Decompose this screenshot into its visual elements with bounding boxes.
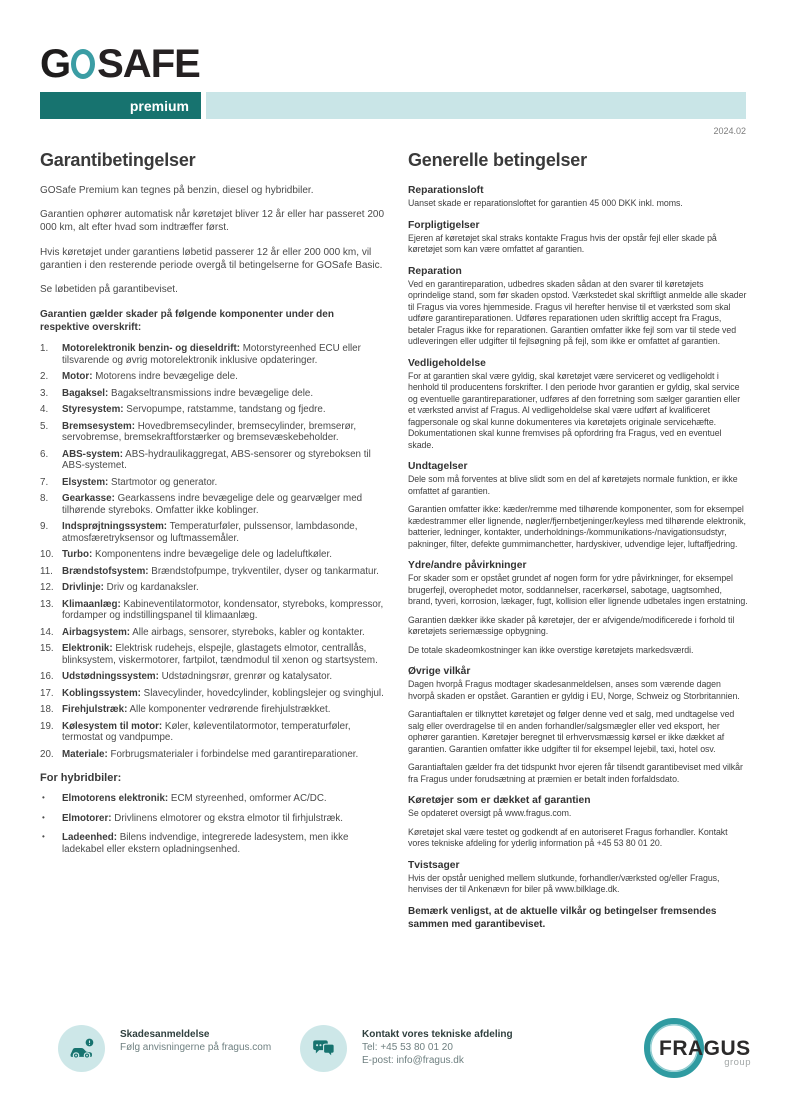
contact-phone: Tel: +45 53 80 01 20 [362,1042,453,1053]
page-title-right: Generelle betingelser [408,150,587,170]
item-text [62,477,217,489]
item-desc: Servopumpe, ratstamme, tandstang og fjedre. [126,404,326,416]
item-text [62,599,386,622]
item-desc: Køler, køleventilatormotor, temperaturføler, termostat og vandpumpe. [62,720,351,744]
item-term: Brændstofsystem: [62,565,149,577]
terms-section [408,219,748,256]
gosafe-logo [40,44,200,84]
item-term: Motorelektronik benzin- og dieseldrift: [62,343,240,355]
section-paragraphs [408,679,748,785]
item-desc: Slavecylinder, hovedcylinder, koblingslejer og svinghjul. [143,687,384,699]
item-term: Drivlinje: [62,582,104,594]
section-paragraph: Se opdateret oversigt på www.fragus.com. [408,808,572,818]
item-text [62,627,365,639]
section-paragraph: Garantien omfatter ikke: kæder/remme med tilhørende komponenter, som for eksempel kædestrammer eller lignende, nøgler/fjernbetjeninger/keyless med tilhørende elektronik, batterier, ledninger, kontakter, underholdnings-/kommunikations-/navigationsudstyr, pakninger, filter, defekte gummimanchetter, hardyskiver, udvendige lejer, luftaffjedring. [408,504,746,549]
item-number: 2. [40,371,49,383]
document-date: 2024.02 [713,126,746,136]
section-heading: Ydre/andre påvirkninger [408,560,527,571]
component-list-item [40,704,386,716]
hybrid-list [40,793,386,855]
component-list-intro: Garantien gælder skader på følgende komponenter under den respektive overskrift: [40,309,334,334]
section-paragraph: Ejeren af køretøjet skal straks kontakte Fragus hvis der opstår fejl eller skade på køretøjet som kan være omfattet af garantien. [408,232,717,254]
item-desc: Forbrugsmaterialer i forbindelse med garantireparationer. [110,748,359,760]
item-desc: Alle airbags, sensorer, styreboks, kabler og kontakter. [132,626,365,638]
item-text [62,813,343,825]
item-text [62,832,386,855]
item-desc: Brændstofpumpe, trykventiler, dyser og tankarmatur. [151,565,379,577]
section-heading: Tvistsager [408,859,460,871]
section-paragraph: Dele som må forventes at blive slidt som en del af køretøjets normale funktion, er ikke omfattet af garantien. [408,474,738,496]
item-term: Kølesystem til motor: [62,720,163,732]
component-list-item [40,688,386,700]
terms-section [408,265,748,348]
section-paragraph: For at garantien skal være gyldig, skal køretøjet være serviceret og vedligeholdt i henhold til producentens forskrifter. I den periode hvor garantien er gyldig, skal service og eventuelle garantireparationer, udføres af den forretning som sælger garantien eller et værksted anvist af Fragus. Al vedligeholdelse skal være udført af kvalificeret fagpersonale og skal kunne dokumenteres via køretøjets originale servicehæfte. Dokumentationen skal kunne fremvises på opfordring fra Fragus, ved en eventuel skade. [408,370,741,450]
item-term: Materiale: [62,748,108,760]
section-paragraph: Garantiaftalen gælder fra det tidspunkt hvor ejeren får tilsendt garantibeviset med vilkår fra Fragus under forudsætning at præmien er betalt inden forfaldsdato. [408,762,743,784]
item-text [62,704,330,716]
item-desc: Driv og kardanaksler. [106,582,199,594]
section-paragraphs [408,233,748,256]
item-term: Turbo: [62,549,93,561]
section-paragraph: Garantien dækker ikke skader på køretøjer, der er afvigende/modificerede i forhold til køretøjets seriemæssige opbygning. [408,614,735,636]
item-term: Indsprøjtningssystem: [62,521,168,533]
terms-section [408,184,748,210]
item-text [62,793,327,805]
item-text [62,421,386,444]
component-list-item [40,404,386,416]
section-paragraphs [408,808,748,850]
intro-paragraph: Hvis køretøjet under garantiens løbetid passerer 12 år eller 200 000 km, vil garantien i den resterende periode overgå til betingelserne for GOSafe Basic. [40,246,383,271]
hybrid-list-item [40,832,386,855]
item-term: Firehjulstræk: [62,704,128,716]
teal-ring-icon [71,49,95,79]
item-text [62,449,386,472]
intro-paragraph: Garantien ophører automatisk når køretøjet bliver 12 år eller har passeret 200 000 km, alt efter hvad som indtræffer først. [40,209,385,234]
intro-paragraph: Se løbetiden på garantibeviset. [40,284,178,296]
intro-paragraph: GOSafe Premium kan tegnes på benzin, diesel og hybridbiler. [40,185,314,196]
item-term: Elsystem: [62,476,109,488]
section-paragraph: Køretøjet skal være testet og godkendt af en autoriseret Fragus forhandler. Kontakt vores tekniske afdeling for yderlig information på +45 53 80 01 20. [408,826,728,848]
section-paragraphs [408,279,748,348]
general-terms-column [408,150,748,942]
item-term: Gearkasse: [62,493,115,505]
item-text [62,749,358,761]
item-number: 5. [40,420,49,432]
section-paragraph: Hvis der opstår uenighed mellem slutkunde, forhandler/værksted og/eller Fragus, henvises der til Ankenævn for biler på www.bilklage.dk. [408,872,720,894]
item-desc: Gearkassens indre bevægelige dele og gearvælger med tilhørende styreboks. Omfatter ikke koblinger. [62,493,363,516]
component-list-item [40,643,386,666]
hybrid-section-title: For hybridbiler: [40,772,122,785]
item-term: Motor: [62,371,93,383]
item-text [62,643,386,666]
item-text [62,371,238,383]
item-desc: Bilens indvendige, integrerede ladesystem, men ikke ladekabel eller ekstern opladningsenhed. [62,832,349,855]
item-number: 16. [40,671,54,683]
item-number: 20. [40,748,54,760]
component-list-item [40,343,386,366]
item-number: 3. [40,387,49,399]
item-text [62,549,332,561]
component-list-item [40,671,386,683]
item-text [62,671,332,683]
general-terms-sections [408,184,748,896]
item-term: Bagaksel: [62,387,109,399]
item-desc: Alle komponenter vedrørende firehjulstrækket. [129,704,331,716]
header-band [40,92,746,119]
section-heading: Reparationsloft [408,185,484,196]
item-text [62,566,379,578]
section-heading: Reparation [408,265,462,277]
component-list-item [40,749,386,761]
component-list-item [40,549,386,561]
warranty-terms-column [40,150,386,863]
chat-bubbles-icon [300,1025,347,1072]
section-paragraph: De totale skadeomkostninger kan ikke overstige køretøjets markedsværdi. [408,644,694,655]
section-heading: Undtagelser [408,461,468,472]
contact-title: Kontakt vores tekniske afdeling [362,1029,513,1040]
bullet-icon [40,813,62,825]
item-number: 17. [40,687,54,699]
bullet-icon [40,832,62,855]
footer [40,1025,751,1113]
terms-section [408,859,748,896]
fragus-wordmark: FRAGUS [659,1037,751,1060]
item-text [62,582,199,594]
section-paragraph: Ved en garantireparation, udbedres skaden sådan at den svarer til køretøjets oprindelige stand, som før skaden opstod. Værkstedet skal skriftligt anmelde alle skader til Fragus via vores hjemmeside. Fragus vil herefter henvise til et værksted som skal udføre garantireparationen. Udføres reparationen uden skriftlig accept fra Fragus, betaler Fragus ikke for reparationen. Garantien omfatter ikke fejl som var til stede ved udleveringen eller udgifter til fejlsøgning på fejl, som ikke er omfattet af garantien. [408,278,747,346]
terms-section [408,665,748,785]
section-heading: Køretøjer som er dækket af garantien [408,795,591,806]
item-text [62,343,386,366]
premium-badge: premium [40,92,201,119]
item-desc: Drivlinens elmotorer og ekstra elmotor til firhjulstræk. [114,812,343,824]
item-number: 8. [40,493,49,505]
component-list-item [40,493,386,516]
item-desc: Startmotor og generator. [111,476,218,488]
contact-email: E-post: info@fragus.dk [362,1055,464,1066]
section-paragraphs [408,198,748,210]
component-list [40,343,386,760]
final-note: Bemærk venligst, at de aktuelle vilkår og betingelser fremsendes sammen med garantibeviset. [408,905,717,930]
terms-section [408,460,748,550]
component-list-item [40,449,386,472]
bullet-icon [40,793,62,805]
logo-letter-g: G [40,42,71,86]
item-number: 15. [40,643,54,655]
section-paragraphs [408,371,748,452]
fragus-group-label: group [724,1057,751,1068]
component-list-item [40,721,386,744]
component-list-item [40,566,386,578]
item-text [62,721,386,744]
item-number: 6. [40,448,49,460]
item-number: 4. [40,404,49,416]
item-term: Airbagsystem: [62,626,131,638]
section-heading: Forpligtigelser [408,219,480,231]
item-desc: Komponentens indre bevægelige dele og ladeluftkøler. [95,549,332,561]
item-desc: Motorstyreenhed ECU eller tilsvarende og øvrig motorelektronik inklusive opdateringer. [62,343,361,366]
section-paragraphs [408,474,748,550]
item-number: 1. [40,343,49,355]
section-heading: Vedligeholdelse [408,357,486,369]
item-desc: Bagakseltransmissions indre bevægelige dele. [111,387,314,399]
section-paragraph: Uanset skade er reparationsloftet for garantien 45 000 DKK inkl. moms. [408,198,683,208]
item-term: Udstødningssystem: [62,671,159,683]
item-term: Klimaanlæg: [62,598,121,610]
claims-title: Skadesanmeldelse [120,1029,210,1040]
component-list-item [40,521,386,544]
item-desc: Motorens indre bevægelige dele. [95,371,238,383]
technical-contact-block [300,1025,513,1072]
section-paragraphs [408,873,748,896]
item-number: 13. [40,598,54,610]
item-term: Elmotorens elektronik: [62,793,169,805]
item-text [62,404,326,416]
item-term: Elmotorer: [62,812,112,824]
component-list-item [40,582,386,594]
component-list-item [40,388,386,400]
component-list-item [40,421,386,444]
component-list-item [40,477,386,489]
item-text [62,388,313,400]
section-paragraph: For skader som er opstået grundet af nogen form for ydre påvirkninger, for eksempel brugerfejl, overophedet motor, soddannelser, racerkørsel, sabotage, uagtsomhed, brand, tyveri, korrosion, lækager, fugt, kollision eller lignende udbetales ingen erstatning. [408,573,748,606]
component-list-item [40,599,386,622]
section-paragraph: Dagen hvorpå Fragus modtager skadesanmeldelsen, anses som værende dagen hvorpå skaden er opstået. Garantien er gyldig i EU, Norge, Schweiz og Storbritannien. [408,679,740,701]
item-number: 19. [40,720,54,732]
section-heading: Øvrige vilkår [408,666,471,677]
item-term: Styresystem: [62,404,124,416]
item-desc: Udstødningsrør, grenrør og katalysator. [161,671,333,683]
claims-contact-block [58,1025,271,1072]
hybrid-list-item [40,793,386,805]
terms-section [408,559,748,656]
page-title-left: Garantibetingelser [40,150,196,170]
item-number: 11. [40,565,53,577]
item-term: Bremsesystem: [62,420,135,432]
terms-section [408,794,748,850]
item-term: Ladeenhed: [62,832,117,844]
item-desc: ECM styreenhed, omformer AC/DC. [170,793,327,805]
item-desc: Hovedbremsecylinder, bremsecylinder, bremserør, servobremse, bremsekraftforstærker og bremsevæskebeholder. [62,420,357,444]
contact-text [362,1025,513,1072]
terms-section [408,357,748,452]
item-number: 18. [40,704,54,716]
claims-instruction: Følg anvisningerne på fragus.com [120,1042,272,1053]
logo-word-safe: SAFE [97,42,200,86]
section-paragraph: Garantiaftalen er tilknyttet køretøjet og følger denne ved et salg, med undtagelse ved salg eller overdragelse til en anden forhandler/salgsmægler eller ved eksport, her ophører garantien. Køretøjer beregnet til erhvervsmæssig kørsel er ikke dækket af garantien. Garantien omfatter ikke udgifter til for eksempel lejebil, taxi, hotel osv. [408,709,735,754]
item-term: Koblingssystem: [62,687,141,699]
section-paragraphs [408,573,748,656]
car-warning-icon [58,1025,105,1072]
header-bar [206,92,746,119]
item-number: 7. [40,476,49,488]
item-number: 10. [40,549,54,561]
item-number: 12. [40,582,54,594]
item-term: Elektronik: [62,643,113,655]
item-desc: Elektrisk rudehejs, elspejle, glastagets elmotor, centrallås, blinksystem, viskermotorer, fartpilot, tændmodul til xenon og startsystem. [62,643,378,666]
item-text [62,521,386,544]
fragus-logo [643,1016,751,1104]
item-desc: Kabineventilatormotor, kondensator, styreboks, kompressor, fordamper og indstillingspanel til klimaanlæg. [62,598,384,622]
component-list-item [40,627,386,639]
claims-text [120,1025,271,1072]
item-text [62,688,384,700]
item-number: 14. [40,626,54,638]
item-text [62,493,386,516]
component-list-item [40,371,386,383]
item-desc: Temperaturføler, pulssensor, lambdasonde, atmosfæretryksensor og luftmassemåler. [62,521,358,544]
hybrid-list-item [40,813,386,825]
item-number: 9. [40,521,49,533]
item-term: ABS-system: [62,448,123,460]
item-desc: ABS-hydraulikaggregat, ABS-sensorer og styreboksen til ABS-systemet. [62,448,371,472]
